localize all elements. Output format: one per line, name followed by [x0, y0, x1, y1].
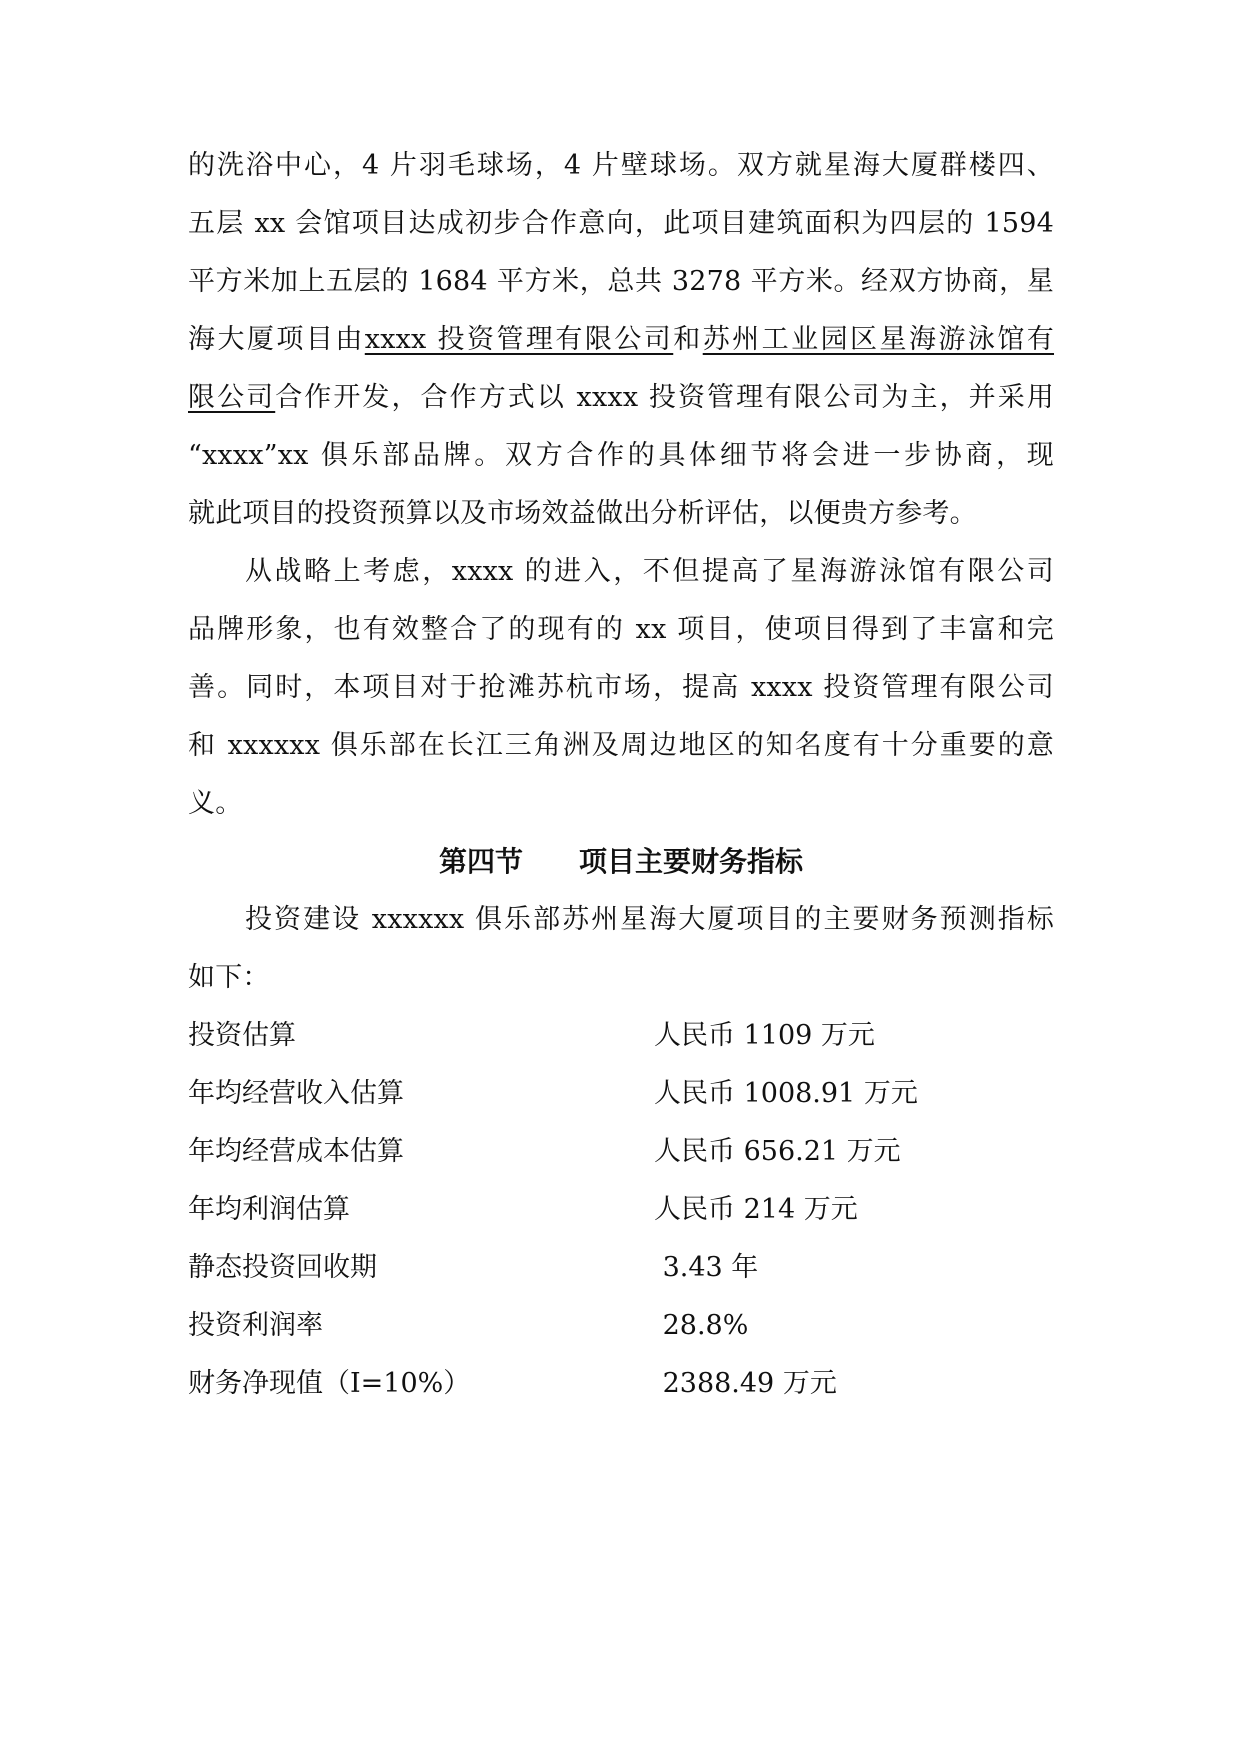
- paragraph-line: 从战略上考虑，xxxx 的进入，不但提高了星海游泳馆有限公司: [245, 556, 1054, 587]
- paragraph-line: 如下：: [188, 962, 270, 993]
- indicator-label: 财务净现值（I=10%）: [188, 1368, 471, 1399]
- paragraph-line: 就此项目的投资预算以及市场效益做出分析评估，以便贵方参考。: [188, 498, 977, 529]
- indicator-value: 人民币 656.21 万元: [654, 1136, 901, 1167]
- paragraph-line: 投资建设 xxxxxx 俱乐部苏州星海大厦项目的主要财务预测指标: [245, 904, 1054, 935]
- indicator-label: 投资估算: [188, 1020, 296, 1051]
- paragraph-line: [188, 320, 1054, 360]
- paragraph-line: “xxxx”xx 俱乐部品牌。双方合作的具体细节将会进一步协商，现: [188, 440, 1054, 471]
- company-name-underlined: 苏州工业园区星海游泳馆有: [702, 324, 1055, 355]
- indicator-label: 年均经营收入估算: [188, 1078, 404, 1109]
- indicator-value: 人民币 1008.91 万元: [654, 1078, 918, 1109]
- paragraph-line: 平方米加上五层的 1684 平方米，总共 3278 平方米。经双方协商，星: [188, 266, 1054, 297]
- indicator-value: 3.43 年: [654, 1252, 759, 1283]
- company-name-underlined: 限公司: [188, 382, 276, 413]
- indicator-value: 人民币 1109 万元: [654, 1020, 875, 1051]
- indicator-label: 年均经营成本估算: [188, 1136, 404, 1167]
- paragraph-line: 五层 xx 会馆项目达成初步合作意向，此项目建筑面积为四层的 1594: [188, 208, 1054, 239]
- indicator-label: 静态投资回收期: [188, 1252, 377, 1283]
- section-heading: 第四节 项目主要财务指标: [438, 845, 803, 878]
- indicator-value: 人民币 214 万元: [654, 1194, 858, 1225]
- company-name-underlined: xxxx 投资管理有限公司: [364, 324, 674, 355]
- text-segment: 海大厦项目由: [188, 324, 365, 355]
- paragraph-line: 品牌形象，也有效整合了的现有的 xx 项目，使项目得到了丰富和完: [188, 614, 1054, 645]
- paragraph-line: [188, 378, 1054, 418]
- paragraph-line: 和 xxxxxx 俱乐部在长江三角洲及周边地区的知名度有十分重要的意: [188, 730, 1054, 761]
- paragraph-line: 的洗浴中心，4 片羽毛球场，4 片壁球场。双方就星海大厦群楼四、: [188, 150, 1054, 181]
- paragraph-line: 义。: [188, 788, 243, 819]
- indicator-value: 2388.49 万元: [654, 1368, 837, 1399]
- paragraph-line: 善。同时，本项目对于抢滩苏杭市场，提高 xxxx 投资管理有限公司: [188, 672, 1054, 703]
- text-segment: 和: [673, 324, 703, 355]
- indicator-value: 28.8%: [654, 1310, 749, 1341]
- indicator-label: 投资利润率: [188, 1310, 323, 1341]
- indicator-label: 年均利润估算: [188, 1194, 350, 1225]
- text-segment: 合作开发，合作方式以 xxxx 投资管理有限公司为主，并采用: [275, 382, 1054, 413]
